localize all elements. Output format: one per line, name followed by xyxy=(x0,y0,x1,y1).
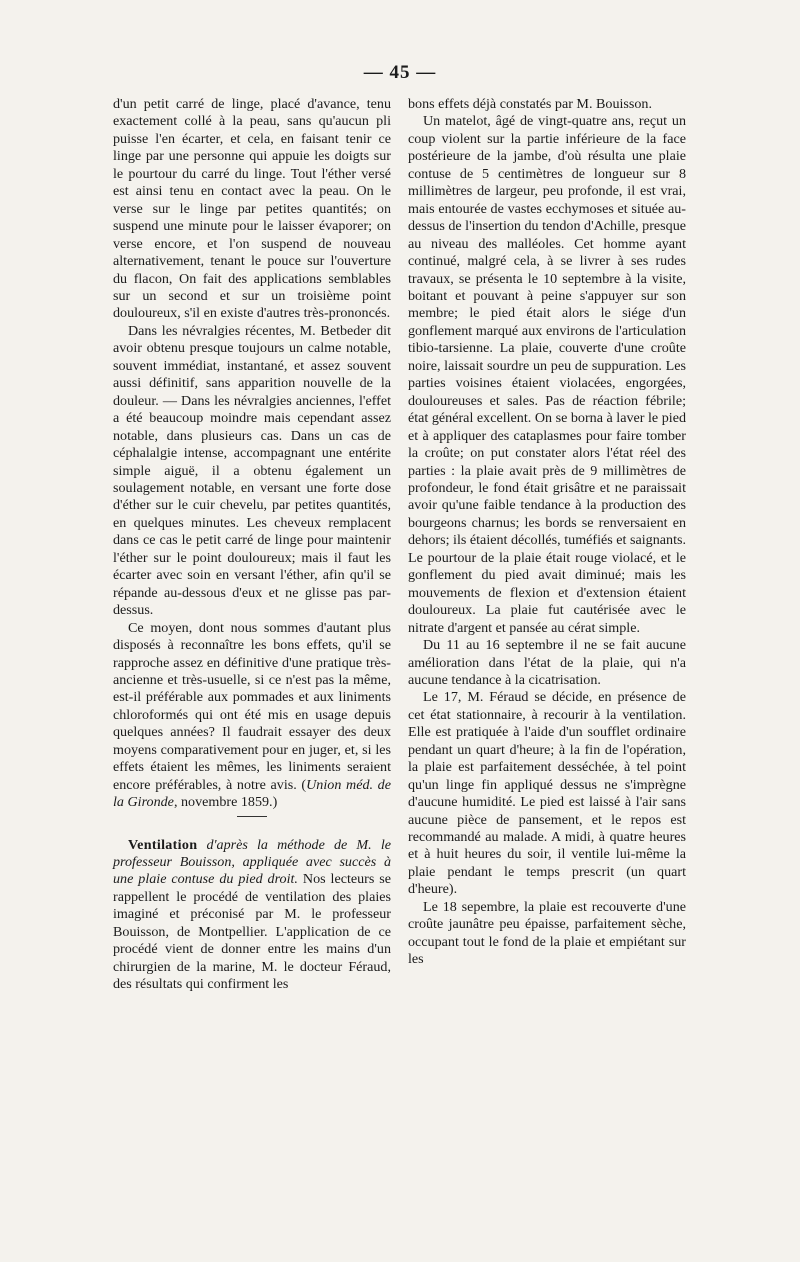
right-paragraph-2: Un matelot, âgé de vingt-quatre ans, reçut un coup violent sur la partie inférieure de la face postérieure de la jambe, d'où résulta une plaie contuse de 5 centimètres de longueur sur 8 millimètres de largeur, peu profonde, il est vrai, mais entourée de vastes ecchymoses et située au-dessus de l'insertion du tendon d'Achille, presque au niveau des malléoles. Cet homme ayant continué, malgré cela, à se livrer à ses rudes travaux, se présenta le 10 septembre à la visite, boitant et pouvant à peine s'appuyer sur son membre; le pied était alors le siége d'un gonflement marqué aux environs de l'articulation tibio-tarsienne. La plaie, couverte d'une croûte noire, laissait sourdre un peu de suppuration. Les parties voisines étaient violacées, engorgées, douloureuses et sales. Pas de réaction fébrile; état général excellent. On se borna à laver le pied et à appliquer des cataplasmes pour faire tomber la croûte; on put constater alors l'état réel des parties : la plaie avait près de 9 millimètres de profondeur, le fond était grisâtre et ne paraissait avoir qu'une faible tendance à la production des bourgeons charnus; les bords se renversaient en dehors; ils étaient décollés, tuméfiés et saignants. Le pourtour de la plaie était rouge violacé, et le gonflement du pied avait diminué; mais les mouvements de flexion et d'extension étaient douloureux. La plaie fut cautérisée avec le nitrate d'argent et pansée au cérat simple. xyxy=(408,113,686,636)
source-citation: Union méd. de la Gironde xyxy=(113,776,391,811)
right-column xyxy=(408,96,686,969)
left-paragraph-3-end: , novembre 1859.) xyxy=(173,794,278,811)
left-paragraph-3 xyxy=(113,620,391,812)
right-paragraph-4: Le 17, M. Féraud se décide, en présence de cet état stationnaire, à recourir à la ventilation. Elle est pratiquée à l'aide d'un soufflet ordinaire pendant un quart d'heure; à la fin de l'opération, la plaie est parfaitement desséchée, à tel point qu'un linge fin appliqué dessus ne s'imprègne d'aucune humidité. Le pied est laissé à l'air sans aucune pièce de pansement, et le repos est recommandé au malade. A midi, à quatre heures et à huit heures du soir, il ventile lui-même la plaie pendant le temps prescrit (un quart d'heure). xyxy=(408,689,686,898)
left-paragraph-1: d'un petit carré de linge, placé d'avance, tenu exactement collé à la peau, sans qu'aucun pli puisse l'en écarter, et cela, en faisant tenir ce linge par une personne qui appuie les doigts sur le pourtour du carré du linge. Tout l'éther versé est ainsi tenu en contact avec la peau. On le verse sur le linge par petites quantités; on suspend une minute pour le laisser évaporer; on verse encore, et l'on suspend de nouveau alternativement, tenant le pouce sur l'ouverture du flacon, On fait des applications semblables sur un second et sur un troisième point douloureux, s'il en existe d'autres très-prononcés. xyxy=(113,96,391,322)
left-paragraph-4 xyxy=(113,837,391,994)
right-paragraph-5: Le 18 sepembre, la plaie est recouverte d'une croûte jaunâtre peu épaisse, parfaitement sèche, occupant tout le fond de la plaie et empiétant sur les xyxy=(408,898,686,968)
section-subtitle: d'après la méthode de M. le professeur Bouisson, appliquée avec succès à une plaie contuse du pied droit. xyxy=(113,836,391,888)
right-paragraph-1: bons effets déjà constatés par M. Bouisson. xyxy=(408,96,652,112)
left-paragraph-3-text: Ce moyen, dont nous sommes d'autant plus disposés à reconnaître les bons effets, qu'il se rapproche assez en définitive d'une pratique très-ancienne et très-usuelle, si ce n'est pas la même, est-il préférable aux pommades et aux liniments chloroformés qui ont été mis en usage depuis quelques années? Il faudrait essayer des deux moyens comparativement pour en juger, et, si les effets étaient les mêmes, les liniments seraient encore préférables, à notre avis. ( xyxy=(113,619,391,793)
page-number: — 45 — xyxy=(363,62,437,83)
left-paragraph-2: Dans les névralgies récentes, M. Betbeder dit avoir obtenu presque toujours un calme notable, souvent immédiat, instantané, et assez souvent aussi définitif, sans apparition nouvelle de la douleur. — Dans les névralgies anciennes, l'effet a été beaucoup moindre mais cependant assez notable, dans plusieurs cas. Dans un cas de céphalalgie intense, accompagnant une entérite simple aiguë, il a obtenu également un soulagement notable, en versant une forte dose d'éther sur le cuir chevelu, par petites quantités, en quelques minutes. Les cheveux remplacent dans ce cas le petit carré de linge pour maintenir l'éther sur le point douloureux; mais il faut les écarter avec soin en versant l'éther, afin qu'il se répande au-dessous d'eux et ne glisse pas par-dessus. xyxy=(113,322,391,619)
right-paragraph-3: Du 11 au 16 septembre il ne se fait aucune amélioration dans l'état de la plaie, qui n'a aucune tendance à la cicatrisation. xyxy=(408,637,686,688)
section-divider xyxy=(237,816,267,817)
section-title: Ventilation xyxy=(128,836,198,853)
left-column xyxy=(113,96,391,994)
left-paragraph-4-body: Nos lecteurs se rappellent le procédé de ventilation des plaies imaginé et préconisé par M. le professeur Bouisson, de Montpellier. L'application de ce procédé vient de donner entre les mains d'un chirurgien de la marine, M. le docteur Féraud, des résultats qui confirment les xyxy=(113,871,392,993)
